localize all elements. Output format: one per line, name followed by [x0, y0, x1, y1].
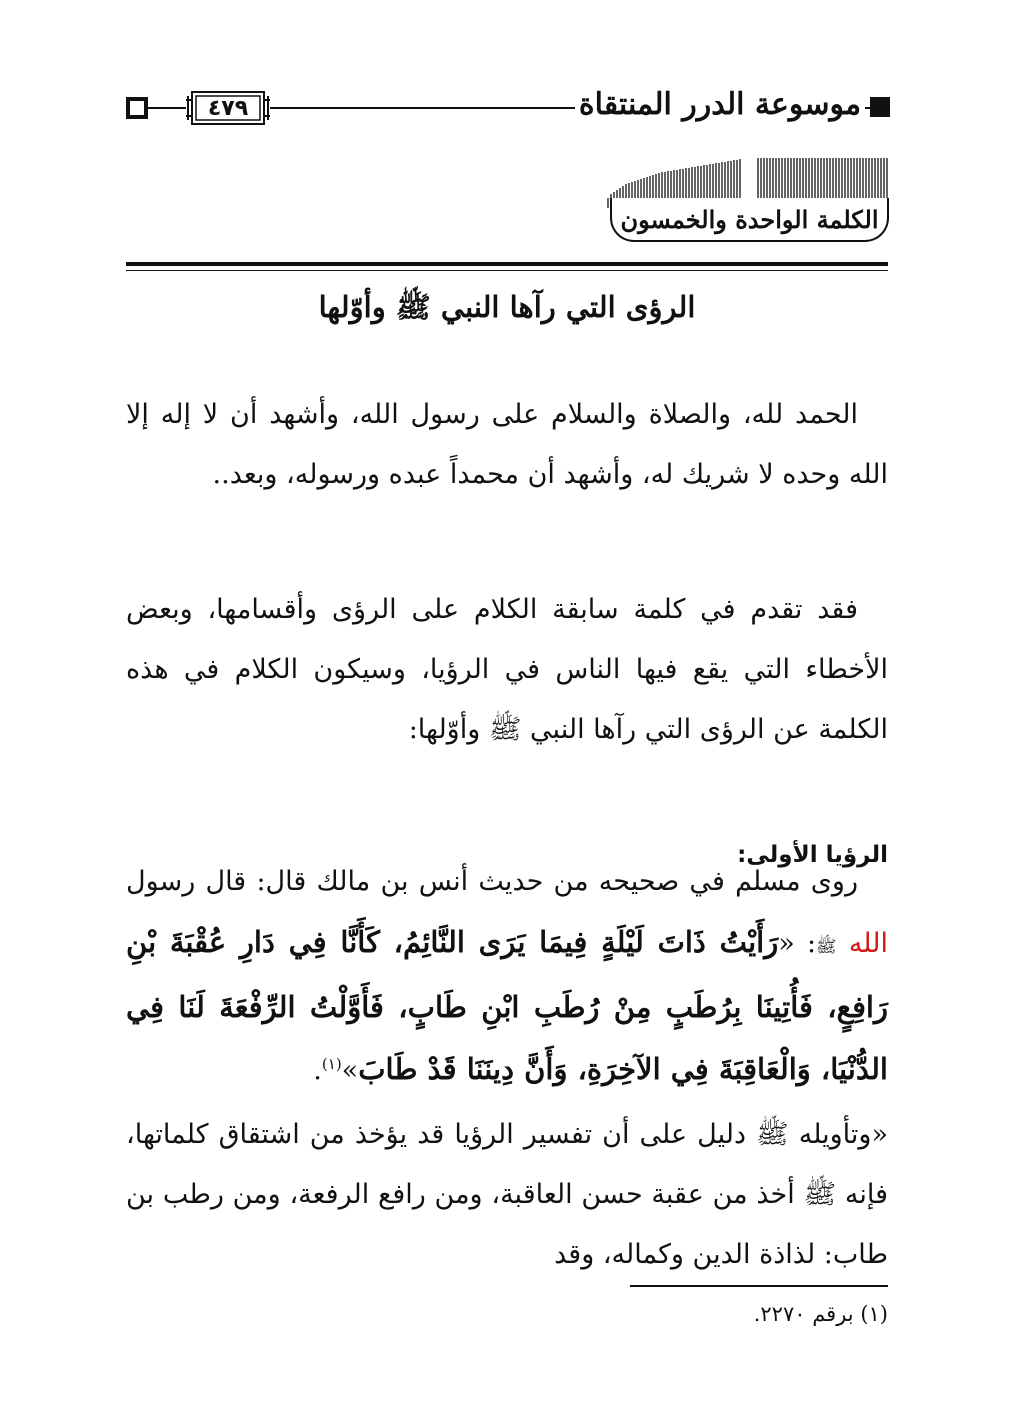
chapter-label: الكلمة الواحدة والخمسون — [610, 198, 889, 242]
allah-word: الله — [848, 928, 888, 959]
paragraph-commentary: «وتأويله ﷺ دليل على أن تفسير الرؤيا قد يؤخذ من اشتقاق كلماتها، فإنه ﷺ أخذ من عقبة حسن العاقبة، ومن رافع الرفعة، ومن رطب بن طاب: لذاذة الدين وكماله، وقد — [126, 1119, 888, 1270]
lecture-title: الرؤى التي رآها النبي ﷺ وأوّلها — [318, 290, 696, 324]
page-number: ٤٧٩ — [207, 95, 249, 121]
subheading: الرؤيا الأولى: — [737, 842, 888, 868]
salla-glyph: ﷺ — [816, 937, 837, 957]
hadith-quote: رَأَيْتُ ذَاتَ لَيْلَةٍ فِيمَا يَرَى النَّائِمُ، كَأَنَّا فِي دَارِ عُقْبَةَ بْنِ رَافِعٍ، فَأُتِينَا بِرُطَبٍ مِنْ رُطَبِ ابْنِ طَابٍ، فَأَوَّلْتُ الرِّفْعَةَ لَنَا فِي الدُّنْيَا، وَالْعَاقِبَةَ فِي الآخِرَةِ، وَأَنَّ دِينَنَا قَدْ طَابَ — [126, 925, 888, 1086]
footnote-ref: (١) — [321, 1055, 342, 1073]
close-quote: » — [341, 1055, 359, 1086]
header-square-hollow — [126, 97, 148, 119]
paragraph-intro: فقد تقدم في كلمة سابقة الكلام على الرؤى وأقسامها، وبعض الأخطاء التي يقع فيها الناس في الرؤيا، وسيكون الكلام في هذه الكلمة عن الرؤى التي رآها النبي ﷺ وأوّلها: — [126, 594, 888, 745]
paragraph-opening: الحمد لله، والصلاة والسلام على رسول الله، وأشهد أن لا إله إلا الله وحده لا شريك له، وأشهد أن محمداً عبده ورسوله، وبعد.. — [126, 399, 888, 490]
header-separator-thin — [126, 270, 888, 271]
colon-quote: : « — [778, 928, 817, 959]
footnote-rule — [630, 1285, 888, 1287]
series-title: موسوعة الدرر المنتقاة — [578, 86, 862, 122]
page-number-frame — [186, 90, 270, 126]
hadith-end: . — [313, 1055, 322, 1086]
chapter-label-ornament — [598, 150, 898, 245]
header-separator — [126, 262, 888, 266]
header-rule-middle — [270, 107, 575, 109]
footnote: (١) برقم ٢٢٧٠. — [753, 1302, 888, 1326]
header-rule-left — [144, 107, 186, 109]
paragraph-hadith — [126, 852, 888, 1101]
header-square-solid — [870, 97, 890, 117]
hadith-intro: روى مسلم في صحيحه من حديث أنس بن مالك قال: قال رسول — [126, 866, 858, 897]
